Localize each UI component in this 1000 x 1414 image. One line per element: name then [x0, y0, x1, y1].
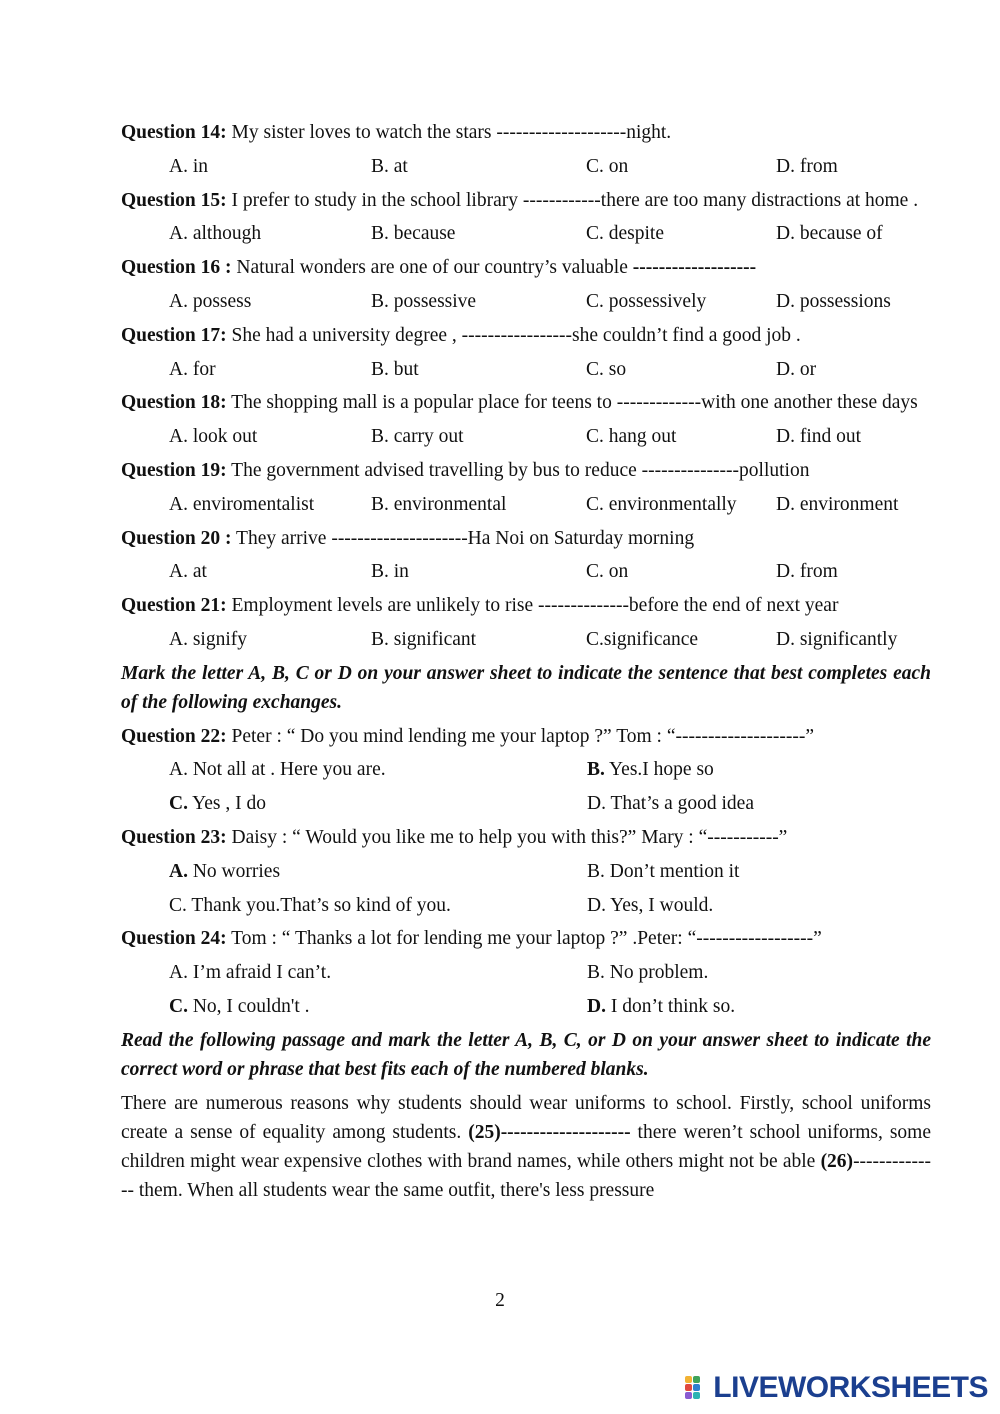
- options-row: [121, 287, 931, 316]
- instruction-exchanges: Mark the letter A, B, C or D on your answer sheet to indicate the sentence that best completes each of the following exchanges.: [121, 662, 931, 713]
- question-label: Question 16 :: [121, 257, 232, 279]
- blank-26: (26): [820, 1150, 854, 1172]
- option-text: No worries: [187, 860, 281, 882]
- question-24: [121, 924, 931, 953]
- question-label: Question 23:: [121, 826, 227, 848]
- option-text: Not all at . Here you are.: [187, 759, 386, 781]
- answer-option[interactable]: A. although: [169, 223, 262, 245]
- question-label: Question 19:: [121, 459, 227, 481]
- option-letter: B.: [587, 860, 605, 882]
- answer-option[interactable]: [587, 755, 714, 784]
- option-text: Yes , I do: [187, 793, 266, 815]
- question-text: Employment levels are unlikely to rise --------------before the end of next year: [226, 595, 839, 617]
- answer-option[interactable]: C. on: [586, 155, 629, 177]
- answer-option[interactable]: C. despite: [586, 223, 664, 245]
- answer-option[interactable]: [587, 992, 735, 1021]
- answer-option[interactable]: [587, 789, 754, 818]
- answer-option[interactable]: [169, 958, 587, 987]
- option-letter: A.: [169, 759, 188, 781]
- question-text: Natural wonders are one of our country’s valuable: [231, 257, 633, 279]
- answer-option[interactable]: B. significant: [371, 628, 477, 650]
- answer-option[interactable]: A. look out: [169, 426, 258, 448]
- answer-option[interactable]: C. environmentally: [586, 493, 737, 515]
- question-text: She had a university degree , -----------------she couldn’t find a good job .: [226, 324, 801, 346]
- question-text: My sister loves to watch the stars --------------------night.: [226, 122, 672, 143]
- option-letter: D.: [587, 995, 606, 1017]
- option-letter: A.: [169, 962, 188, 984]
- option-letter: D.: [587, 793, 606, 815]
- question-22: [121, 722, 931, 751]
- answer-option[interactable]: A. signify: [169, 628, 247, 650]
- options-row: [121, 958, 931, 987]
- options-row: [121, 490, 931, 519]
- answer-option[interactable]: C. on: [586, 561, 629, 583]
- option-letter: A.: [169, 860, 188, 882]
- page-number: 2: [495, 1290, 505, 1311]
- option-text: Don’t mention it: [604, 860, 740, 882]
- answer-option[interactable]: [169, 992, 587, 1021]
- option-letter: B.: [587, 962, 605, 984]
- liveworksheets-logo: [685, 1371, 988, 1405]
- question-18: [121, 388, 931, 417]
- question-20: [121, 524, 931, 553]
- answer-option[interactable]: [587, 958, 708, 987]
- question-label: Question 24:: [121, 928, 227, 950]
- logo-icon: [685, 1374, 709, 1402]
- worksheet-page: [121, 118, 931, 1205]
- answer-option[interactable]: C. so: [586, 358, 627, 380]
- answer-option[interactable]: D. significantly: [776, 628, 898, 650]
- question-text: Daisy : “ Would you like me to help you with this?” Mary : “-----------”: [226, 826, 788, 848]
- logo-text: LIVEWORKSHEETS: [713, 1371, 988, 1404]
- options-row: [121, 152, 931, 181]
- answer-option[interactable]: [587, 857, 739, 886]
- answer-option[interactable]: A. enviromentalist: [169, 493, 315, 515]
- option-text: I’m afraid I can’t.: [187, 962, 332, 984]
- answer-option[interactable]: [169, 789, 587, 818]
- answer-option[interactable]: D. from: [776, 155, 838, 177]
- option-letter: C.: [169, 995, 188, 1017]
- option-text: Thank you.That’s so kind of you.: [186, 894, 451, 916]
- answer-option[interactable]: [169, 857, 587, 886]
- options-row: [121, 857, 931, 886]
- answer-option[interactable]: D. possessions: [776, 290, 891, 312]
- question-14: [121, 118, 931, 147]
- question-text: Tom : “ Thanks a lot for lending me your laptop ?” .Peter: “------------------”: [226, 928, 822, 950]
- answer-option[interactable]: C. possessively: [586, 290, 707, 312]
- answer-option[interactable]: [587, 891, 713, 920]
- options-row: [121, 422, 931, 451]
- option-text: Yes.I hope so: [604, 759, 714, 781]
- answer-option[interactable]: D. environment: [776, 493, 899, 515]
- options-row: [121, 355, 931, 384]
- question-23: [121, 823, 931, 852]
- question-text: They arrive ---------------------Ha Noi on Saturday morning: [231, 527, 695, 549]
- options-row: [121, 891, 931, 920]
- option-letter: B.: [587, 759, 605, 781]
- option-text: No problem.: [604, 962, 709, 984]
- answer-option[interactable]: B. carry out: [371, 426, 464, 448]
- answer-option[interactable]: C.significance: [586, 628, 699, 650]
- answer-option[interactable]: D. because of: [776, 223, 883, 245]
- passage-text: There are numerous reasons why students should wear uniforms to school. Firstly, school uniforms create a sense of equality among students.: [121, 1092, 931, 1143]
- answer-option[interactable]: D. from: [776, 561, 838, 583]
- question-label: Question 20 :: [121, 527, 232, 549]
- question-label: Question 18:: [121, 392, 227, 414]
- question-label: Question 21:: [121, 595, 227, 617]
- question-21: [121, 591, 931, 620]
- question-label: Question 14:: [121, 122, 227, 143]
- answer-option[interactable]: D. or: [776, 358, 817, 380]
- answer-option[interactable]: A. in: [169, 155, 208, 177]
- question-text: Peter : “ Do you mind lending me your laptop ?” Tom : “--------------------”: [226, 725, 815, 747]
- passage-text: there weren’t school uniforms, some children might wear expensive clothes with brand names, while others might not be able: [121, 1121, 931, 1172]
- question-19: [121, 456, 931, 485]
- answer-option[interactable]: A. for: [169, 358, 216, 380]
- answer-option[interactable]: B. but: [371, 358, 419, 380]
- options-row: [121, 992, 931, 1021]
- answer-option[interactable]: D. find out: [776, 426, 862, 448]
- answer-option[interactable]: B. in: [371, 561, 409, 583]
- answer-option[interactable]: B. environmental: [371, 493, 507, 515]
- option-letter: D.: [587, 894, 606, 916]
- question-label: Question 17:: [121, 324, 227, 346]
- answer-option[interactable]: [169, 891, 587, 920]
- question-17: [121, 321, 931, 350]
- options-row: [121, 755, 931, 784]
- question-label: Question 22:: [121, 725, 227, 747]
- answer-option[interactable]: C. hang out: [586, 426, 677, 448]
- options-row: [121, 219, 931, 248]
- answer-option[interactable]: [169, 755, 587, 784]
- answer-option[interactable]: A. at: [169, 561, 207, 583]
- question-text: I prefer to study in the school library ------------there are too many distractions at home .: [226, 189, 919, 211]
- option-text: Yes, I would.: [605, 894, 714, 916]
- passage-text: -------------- them. When all students wear the same outfit, there's less pressure: [121, 1150, 931, 1201]
- answer-option[interactable]: B. at: [371, 155, 408, 177]
- question-15: [121, 186, 931, 215]
- question-label: Question 15:: [121, 189, 227, 211]
- answer-option[interactable]: B. because: [371, 223, 456, 245]
- question-text: The government advised travelling by bus to reduce ---------------pollution: [226, 459, 810, 481]
- blank-25: (25)--------------------: [468, 1121, 631, 1143]
- option-text: No, I couldn't .: [187, 995, 310, 1017]
- answer-option[interactable]: B. possessive: [371, 290, 477, 312]
- options-row: [121, 625, 931, 654]
- options-row: [121, 789, 931, 818]
- answer-option[interactable]: A. possess: [169, 290, 252, 312]
- option-letter: C.: [169, 793, 188, 815]
- question-text: The shopping mall is a popular place for teens to -------------with one another these days: [226, 392, 918, 414]
- reading-passage: [121, 1089, 931, 1205]
- option-text: That’s a good idea: [605, 793, 754, 815]
- question-16: [121, 253, 931, 282]
- option-text: I don’t think so.: [605, 995, 736, 1017]
- options-row: [121, 557, 931, 586]
- option-letter: C.: [169, 894, 187, 916]
- answer-blank: -------------------: [632, 257, 757, 279]
- instruction-passage: Read the following passage and mark the letter A, B, C, or D on your answer sheet to indicate the correct word or phrase that best fits each of the numbered blanks.: [121, 1029, 931, 1080]
